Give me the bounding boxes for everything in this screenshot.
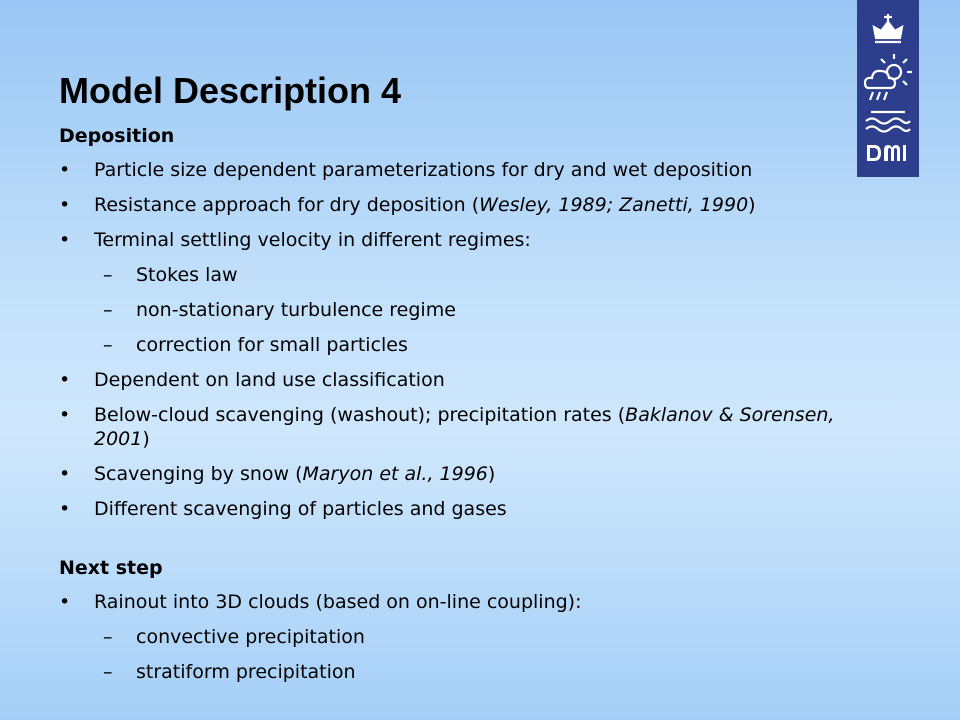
sub-item (59, 263, 839, 287)
slide-body (59, 124, 839, 695)
section-heading-next-step: Next step (59, 557, 163, 579)
slide-title: Model Description 4 (59, 70, 402, 111)
bullet-item (59, 368, 839, 392)
bullet-item (59, 228, 839, 252)
bullet-text: Particle size dependent parameterizations for dry and wet deposition (94, 159, 753, 181)
bullet-text: Scavenging by snow ( (94, 463, 303, 485)
bullet-marker: • (59, 498, 71, 520)
dash-marker: – (103, 626, 113, 648)
bullet-text-close: ) (748, 194, 756, 216)
bullet-item (59, 158, 839, 182)
bullet-item (59, 590, 839, 614)
bullet-text: Different scavenging of particles and gases (94, 498, 507, 520)
bullet-marker: • (59, 194, 71, 216)
section-heading-deposition: Deposition (59, 125, 175, 147)
bullet-text-close: ) (487, 463, 496, 485)
sub-item-text: stratiform precipitation (136, 661, 356, 683)
sub-item-text: correction for small particles (136, 334, 408, 356)
waves-icon (866, 112, 910, 132)
bullet-item (59, 497, 839, 521)
citation: Maryon et al., 1996 (302, 463, 488, 485)
bullet-text: Dependent on land use classification (94, 369, 445, 391)
bullet-item (59, 193, 839, 217)
bullet-text-close: ) (142, 428, 150, 450)
bullet-marker: • (59, 591, 71, 613)
bullet-item (59, 462, 839, 486)
sub-item-text: Stokes law (136, 264, 238, 286)
dmi-wordmark (867, 145, 906, 161)
weather-icon (865, 54, 912, 100)
bullet-text: Resistance approach for dry deposition ( (94, 194, 480, 216)
dash-marker: – (103, 299, 113, 321)
dmi-logo (857, 0, 919, 177)
sub-item-text: convective precipitation (136, 626, 365, 648)
crown-icon (874, 14, 902, 42)
bullet-text: Below-cloud scavenging (washout); precipitation rates ( (94, 404, 626, 426)
sub-item (59, 333, 839, 357)
dash-marker: – (103, 264, 113, 286)
bullet-marker: • (59, 463, 71, 485)
bullet-text: Rainout into 3D clouds (based on on-line coupling): (94, 591, 582, 613)
dash-marker: – (103, 334, 113, 356)
sub-item (59, 298, 839, 322)
sub-item (59, 625, 839, 649)
bullet-item (59, 403, 839, 451)
bullet-marker: • (59, 369, 71, 391)
bullet-marker: • (59, 159, 71, 181)
bullet-marker: • (59, 229, 71, 251)
dash-marker: – (103, 661, 113, 683)
sub-item (59, 660, 839, 684)
bullet-marker: • (59, 404, 71, 426)
citation: Wesley, 1989; Zanetti, 1990 (479, 194, 749, 216)
spacer (59, 532, 839, 556)
bullet-text: Terminal settling velocity in different regimes: (94, 229, 531, 251)
sub-item-text: non-stationary turbulence regime (136, 299, 456, 321)
citation: Baklanov & Sorensen, 2001 (94, 404, 835, 450)
